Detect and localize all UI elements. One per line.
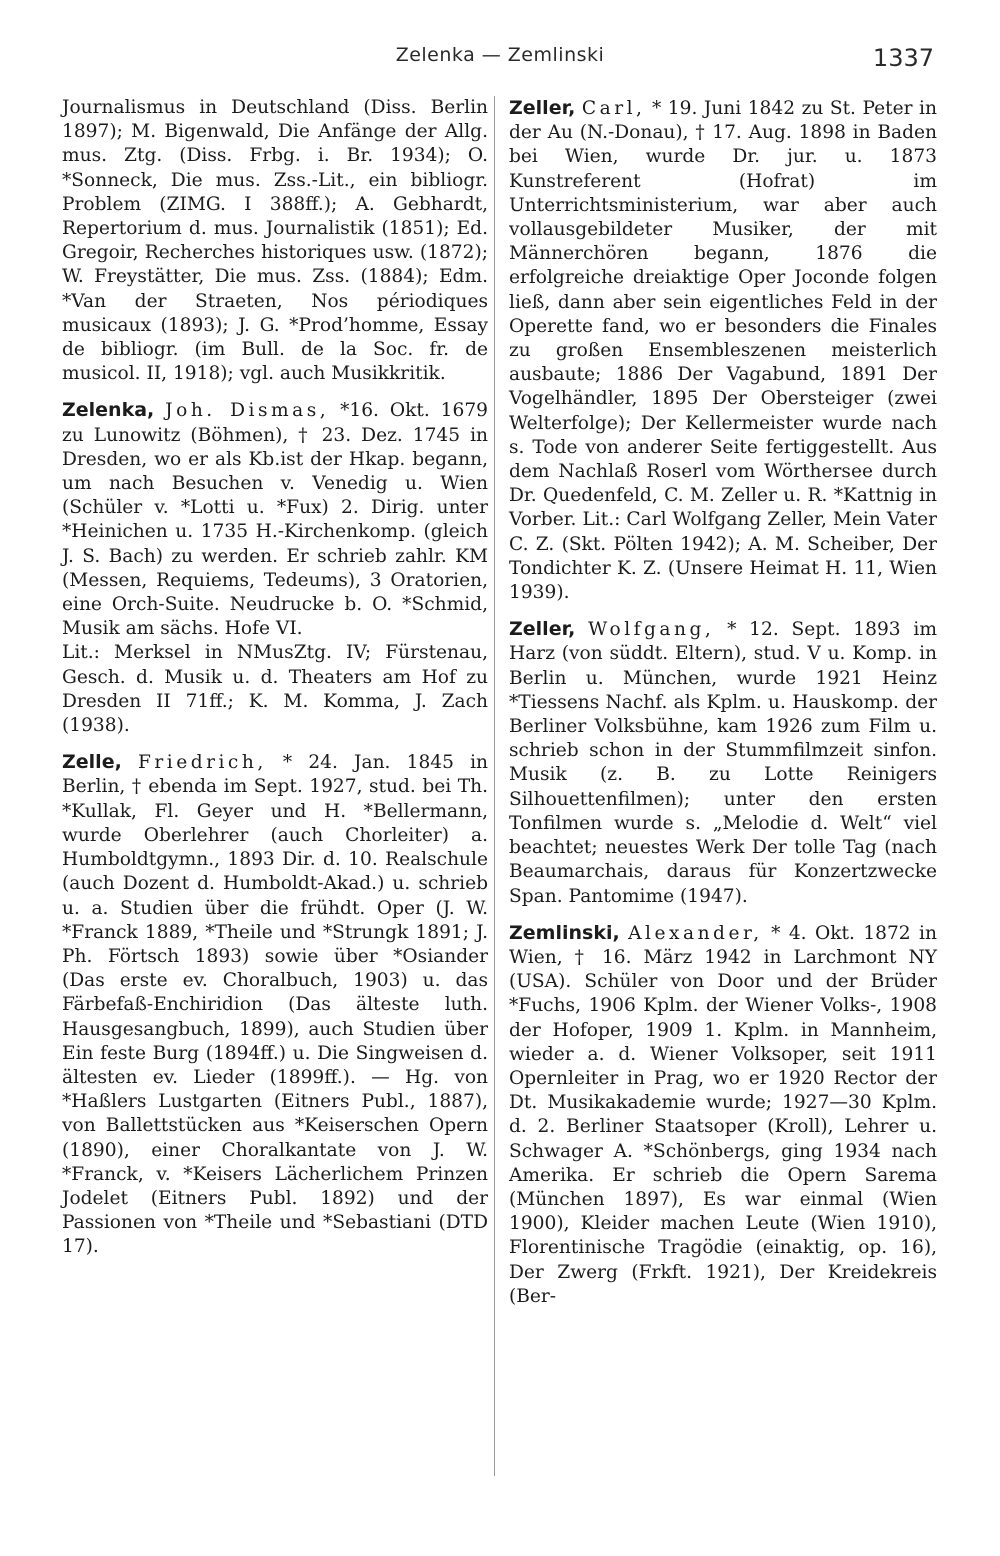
page-number: 1337 xyxy=(872,44,934,72)
entry-text: * 19. Juni 1842 zu St. Peter in der Au (N.-Donau), † 17. Aug. 1898 in Baden bei Wien, wurde Dr. jur. u. 1873 Kunstreferent (Hofrat) im Unterrichtsministerium, war aber auch vollausgebildeter Musiker, der mit Männerchören begann, 1876 die erfolgreiche dreiaktige Oper Joconde folgen ließ, dann aber sein eigentliches Feld in der Operette fand, wo er besonders die Finales zu großen Ensembleszenen meisterlich ausbaute; 1886 Der Vagabund, 1891 Der Vogelhändler, 1895 Der Obersteiger (zwei Welterfolge); Der Kellermeister wurde nach s. Tode von anderer Seite fertiggestellt. Aus dem Nachlaß Roserl vom Wörthersee durch Dr. Quedenfeld, C. M. Zeller u. R. *Kattnig in Vorber. Lit.: Carl Wolfgang Zeller, Mein Vater C. Z. (Skt. Pölten 1942); A. M. Scheiber, Der Tondichter K. Z. (Unsere Heimat H. 11, Wien 1939). xyxy=(509,98,937,604)
headword: Zemlinski, xyxy=(509,921,620,944)
entry-name: Joh. Dismas, xyxy=(165,400,330,422)
running-title: Zelenka — Zemlinski xyxy=(395,44,605,66)
entry-name: Alexander, xyxy=(628,922,763,944)
entry-zelenka xyxy=(62,398,488,738)
entry-zeller-carl xyxy=(509,96,937,605)
headword: Zeller, xyxy=(509,97,576,119)
entry-text: * 4. Okt. 1872 in Wien, † 16. März 1942 in Larchmont NY (USA). Schüler von Door und der Brüder *Fuchs, 1906 Kplm. der Wiener Volks-, 1908 der Hofoper, 1909 1. Kplm. in Mannheim, wieder a. d. Wiener Volksoper, seit 1911 Opernleiter in Prag, wo er 1920 Rector der Dt. Musikakademie wurde; 1927—30 Kplm. d. 2. Berliner Staatsoper (Kroll), Lehrer u. Schwager A. *Schönbergs, ging 1934 nach Amerika. Er schrieb die Opern Sarema (München 1897), Es war einmal (Wien 1900), Kleider machen Leute (Wien 1910), Florentinische Tragödie (einaktig, op. 16), Der Zwerg (Frkft. 1921), Der Kreidekreis (Ber- xyxy=(509,922,937,1307)
literature-note: Lit.: Merksel in NMusZtg. IV; Fürstenau, Gesch. d. Musik u. d. Theaters am Hof zu Dresden II 71ff.; K. M. Komma, J. Zach (1938). xyxy=(62,642,488,737)
entry-text: * 12. Sept. 1893 im Harz (von süddt. Eltern), stud. V u. Komp. in Berlin u. München, wurde 1921 Heinz *Tiessens Nachf. als Kplm. u. Hauskomp. der Berliner Volksbühne, kam 1926 zum Film u. schrieb schon in der Stummfilmzeit sinfon. Musik (z. B. zu Lotte Reinigers Silhouettenfilmen); unter den ersten Tonfilmen wurde s. „Melodie d. Welt“ viel beachtet; neuestes Werk Der tolle Tag (nach Beaumarchais, daraus für Konzertzwecke Span. Pantomime (1947). xyxy=(509,619,937,907)
headword: Zeller, xyxy=(509,618,576,641)
left-column xyxy=(62,96,488,1272)
headword: Zelle, xyxy=(62,751,122,774)
entry-name: Wolfgang, xyxy=(588,619,715,641)
right-column xyxy=(509,96,937,1321)
entry-zelle xyxy=(62,750,488,1259)
continuation-text: Journalismus in Deutschland (Diss. Berlin 1897); M. Bigenwald, Die Anfänge der Allg. mus. Ztg. (Diss. Frbg. i. Br. 1934); O. *Sonneck, Die mus. Zss.-Lit., ein bibliogr. Problem (ZIMG. I 388ff.); A. Gebhardt, Repertorium d. mus. Journalistik (1851); Ed. Gregoir, Recherches historiques usw. (1872); W. Freystätter, Die mus. Zss. (1884); Edm. *Van der Straeten, Nos périodiques musicaux (1893); J. G. *Prod’homme, Essay de bibliogr. (im Bull. de la Soc. fr. de musicol. II, 1918); vgl. auch Musikkritik. xyxy=(62,97,488,385)
column-divider xyxy=(494,96,495,1476)
entry-zemlinski xyxy=(509,921,937,1309)
entry-zeller-wolfgang xyxy=(509,617,937,908)
entry-text: * 24. Jan. 1845 in Berlin, † ebenda im Sept. 1927, stud. bei Th. *Kullak, Fl. Geyer und H. *Bellermann, wurde Oberlehrer (auch Chorleiter) a. Humboldtgymn., 1893 Dir. d. 10. Realschule (auch Dozent d. Humboldt-Akad.) u. schrieb u. a. Studien über die frühdt. Oper (J. W. *Franck 1889, *Theile und *Strungk 1891; J. Ph. Förtsch 1893) sowie über *Osiander (Das erste ev. Choralbuch, 1903) u. das Färbefaß-Enchiridion (Das älteste luth. Hausgesangbuch, 1899), auch Studien über Ein feste Burg (1894ff.) u. Die Singweisen d. ältesten ev. Lieder (1899ff.). — Hg. von *Haßlers Lustgarten (Eitners Publ., 1887), von Ballettstücken aus *Keiserschen Opern (1890), einer Choralkantate von J. W. *Franck, v. *Keisers Lächerlichem Prinzen Jodelet (Eitners Publ. 1892) und der Passionen von *Theile und *Sebastiani (DTD 17). xyxy=(62,752,488,1258)
entry-name: Friedrich, xyxy=(137,752,267,774)
entry-text: *16. Okt. 1679 zu Lunowitz (Böhmen), † 23. Dez. 1745 in Dresden, wo er als Kb.ist der Hkap. begann, um nach Besuchen v. Venedig u. Wien (Schüler v. *Lotti u. *Fux) 2. Dirig. unter *Heinichen u. 1735 H.-Kirchenkomp. (gleich J. S. Bach) zu werden. Er schrieb zahlr. KM (Messen, Requiems, Tedeums), 3 Oratorien, eine Orch-Suite. Neudrucke b. O. *Schmid, Musik am sächs. Hofe VI. xyxy=(62,400,488,640)
headword: Zelenka, xyxy=(62,399,155,422)
entry-name: Carl, xyxy=(581,98,646,119)
